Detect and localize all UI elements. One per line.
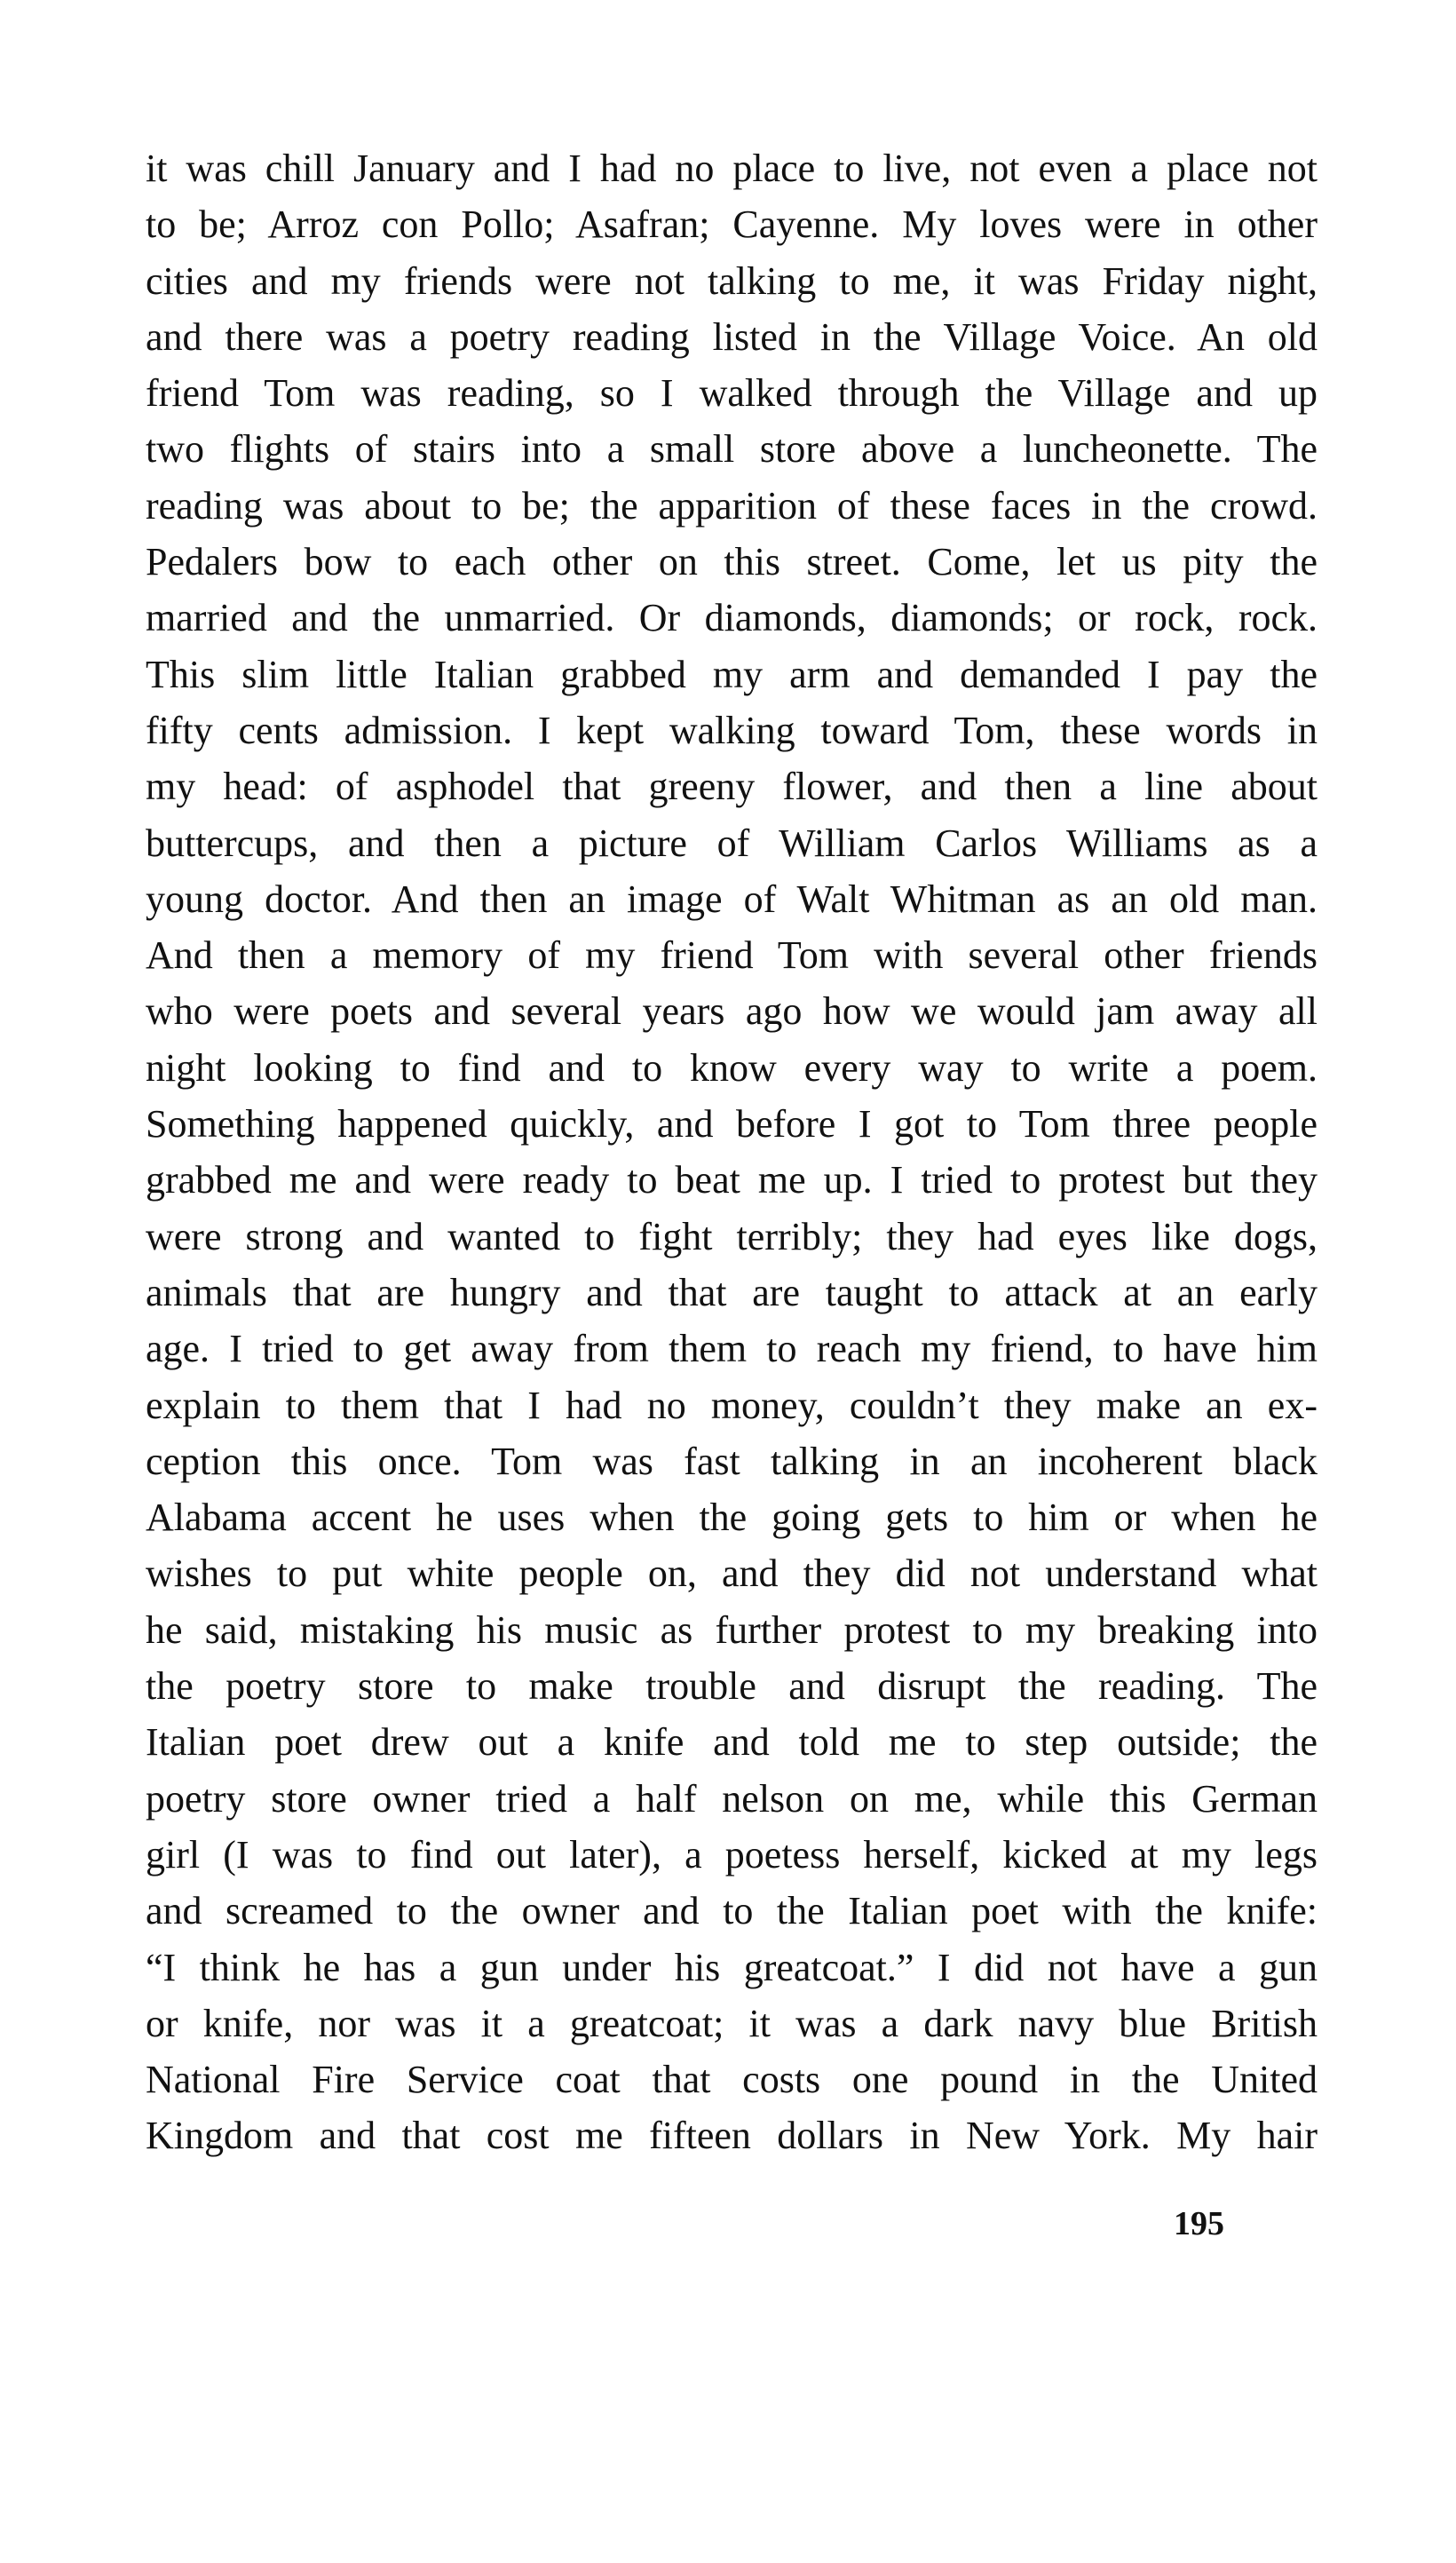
text-line: or knife, nor was it a greatcoat; it was a dark navy blue British <box>146 2001 1318 2045</box>
text-line: were strong and wanted to fight terribly; they had eyes like dogs, <box>146 1214 1318 1258</box>
text-line: night looking to find and to know every way to write a poem. <box>146 1045 1318 1090</box>
text-line: cities and my friends were not talking to me, it was Friday night, <box>146 258 1318 303</box>
text-line: buttercups, and then a picture of William Carlos Williams as a <box>146 821 1318 865</box>
text-line: he said, mistaking his music as further protest to my breaking into <box>146 1607 1318 1652</box>
text-line: wishes to put white people on, and they did not understand what <box>146 1551 1318 1596</box>
text-line: And then a memory of my friend Tom with several other friends <box>146 933 1318 978</box>
text-line: age. I tried to get away from them to reach my friend, to have him <box>146 1327 1318 1371</box>
text-line: Kingdom and that cost me fifteen dollars in New York. My hair <box>146 2114 1318 2158</box>
text-line: my head: of asphodel that greeny flower, and then a line about <box>146 765 1318 809</box>
text-line: explain to them that I had no money, couldn’t they make an ex- <box>146 1383 1318 1427</box>
text-line: girl (I was to find out later), a poetess herself, kicked at my legs <box>146 1832 1318 1877</box>
text-line: married and the unmarried. Or diamonds, diamonds; or rock, rock. <box>146 596 1318 640</box>
text-line: who were poets and several years ago how we would jam away all <box>146 989 1318 1034</box>
text-line: Alabama accent he uses when the going gets to him or when he <box>146 1496 1318 1540</box>
text-line: “I think he has a gun under his greatcoat.” I did not have a gun <box>146 1945 1318 1989</box>
page-number: 195 <box>1174 2205 1224 2242</box>
text-line: the poetry store to make trouble and disrupt the reading. The <box>146 1664 1318 1709</box>
text-line: fifty cents admission. I kept walking toward Tom, these words in <box>146 708 1318 752</box>
text-line: ception this once. Tom was fast talking in an incoherent black <box>146 1439 1318 1483</box>
text-line: friend Tom was reading, so I walked through the Village and up <box>146 371 1318 416</box>
text-line: and there was a poetry reading listed in the Village Voice. An old <box>146 314 1318 359</box>
text-line: and screamed to the owner and to the Italian poet with the knife: <box>146 1889 1318 1933</box>
text-line: animals that are hungry and that are taught to attack at an early <box>146 1270 1318 1314</box>
text-line: poetry store owner tried a half nelson on me, while this German <box>146 1776 1318 1821</box>
text-line: young doctor. And then an image of Walt Whitman as an old man. <box>146 877 1318 921</box>
text-line: National Fire Service coat that costs one pound in the United <box>146 2058 1318 2102</box>
text-line: grabbed me and were ready to beat me up. I tried to protest but they <box>146 1158 1318 1202</box>
text-line: two flights of stairs into a small store above a luncheonette. The <box>146 427 1318 472</box>
text-line: This slim little Italian grabbed my arm and demanded I pay the <box>146 652 1318 696</box>
text-line: it was chill January and I had no place to live, not even a place not <box>146 147 1318 190</box>
text-line: reading was about to be; the apparition of these faces in the crowd. <box>146 483 1318 528</box>
text-line: Italian poet drew out a knife and told me to step outside; the <box>146 1720 1318 1765</box>
text-line: Something happened quickly, and before I got to Tom three people <box>146 1102 1318 1147</box>
text-line: Pedalers bow to each other on this street. Come, let us pity the <box>146 540 1318 584</box>
text-line: to be; Arroz con Pollo; Asafran; Cayenne. My loves were in other <box>146 202 1318 247</box>
body-text <box>146 140 1318 2164</box>
